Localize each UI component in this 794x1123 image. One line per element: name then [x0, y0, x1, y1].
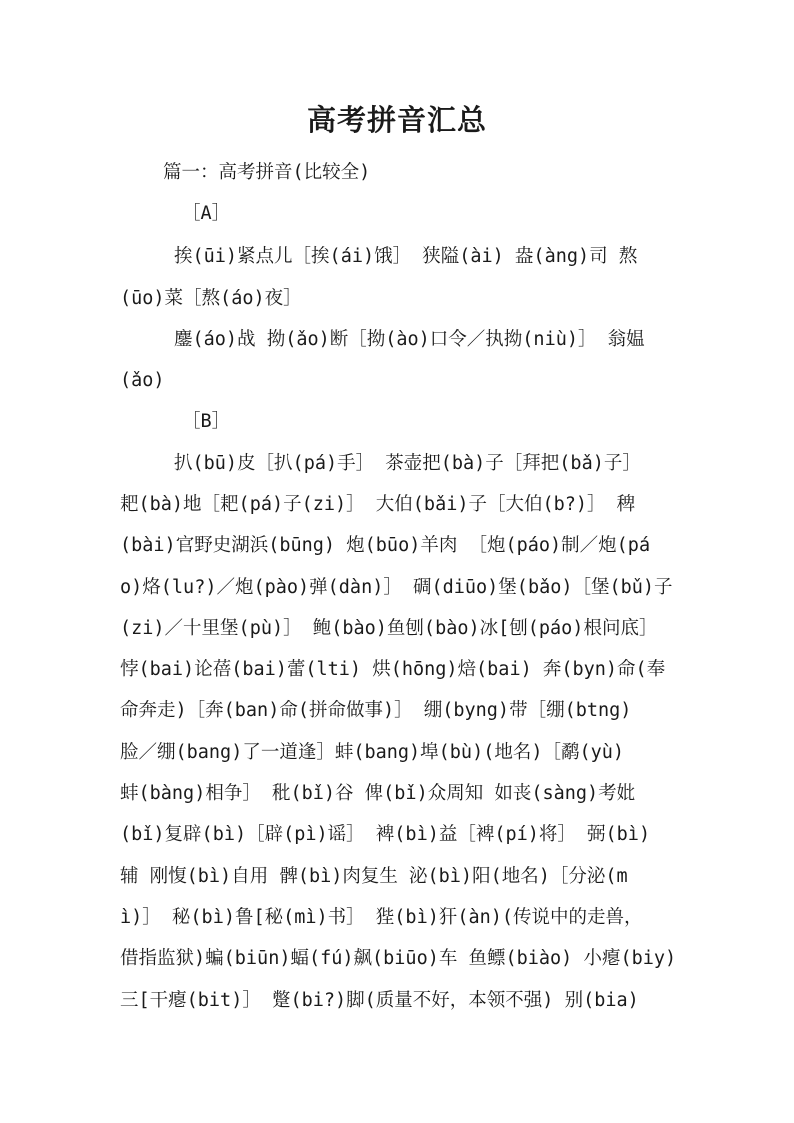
text-line: 命奔走)［奔(ban)命(拼命做事)］ 绷(byng)带［绷(btng) — [120, 700, 632, 721]
document-title: 高考拼音汇总 — [306, 103, 487, 137]
text-line: (ǎo) — [120, 370, 165, 391]
letter-heading-a: ［A］ — [182, 203, 231, 224]
text-line: (zi)／十里堡(pù)］ 鲍(bào)鱼刨(bào)冰[刨(páo)根问底］ — [120, 618, 658, 639]
text-line: 三[干瘪(bit)］ 蹩(bi?)脚(质量不好，本领不强) 别(bia) — [120, 990, 639, 1011]
text-line: ì)］ 秘(bì)鲁[秘(mì)书］ 狴(bì)犴(àn)(传说中的走兽， — [120, 907, 643, 928]
letter-heading-b: ［B］ — [182, 411, 231, 432]
text-line: 扒(bū)皮［扒(pá)手］ 茶壶把(bà)子［拜把(bǎ)子］ — [174, 453, 641, 474]
text-line: (ūo)菜［熬(áo)夜］ — [120, 288, 302, 309]
text-line: 借指监狱)蝙(biūn)蝠(fú)飙(biūo)车 鱼鳔(biào) 小瘪(biy) — [120, 948, 677, 969]
text-line: 脸／绷(bang)了一道逢］蚌(bang)埠(bù)(地名)［鹬(yù) — [120, 742, 625, 763]
text-line: 耙(bà)地［耙(pá)子(zi)］ 大伯(bǎi)子［大伯(b?)］ 稗 — [120, 494, 636, 515]
text-line: 蚌(bàng)相争］ 秕(bǐ)谷 俾(bǐ)众周知 如丧(sàng)考妣 — [120, 783, 636, 804]
text-line: o)烙(lu?)／炮(pào)弹(dàn)］ 碉(diūo)堡(bǎo)［堡(bǔ)子 — [120, 577, 673, 598]
text-line: 悖(bai)论蓓(bai)蕾(lti) 烘(hōng)焙(bai) 奔(byn)命(奉 — [120, 659, 666, 680]
text-line: 辅 刚愎(bì)自用 髀(bì)肉复生 泌(bì)阳(地名)［分泌(m — [120, 866, 628, 887]
text-line: 挨(ūi)紧点儿［挨(ái)饿］ 狭隘(ài) 盎(àng)司 熬 — [174, 246, 638, 267]
text-line: (bǐ)复辟(bì)［辟(pì)谣］ 裨(bì)益［裨(pí)将］ 弼(bì) — [120, 824, 651, 845]
text-line: (bài)官野史湖浜(būng) 炮(būo)羊肉 ［炮(páo)制／炮(pá — [120, 535, 651, 556]
text-line: 鏖(áo)战 拗(ǎo)断［拗(ào)口令／执拗(niù)］ 翁媪 — [174, 329, 645, 350]
section-heading: 篇一：高考拼音(比较全) — [163, 162, 371, 183]
